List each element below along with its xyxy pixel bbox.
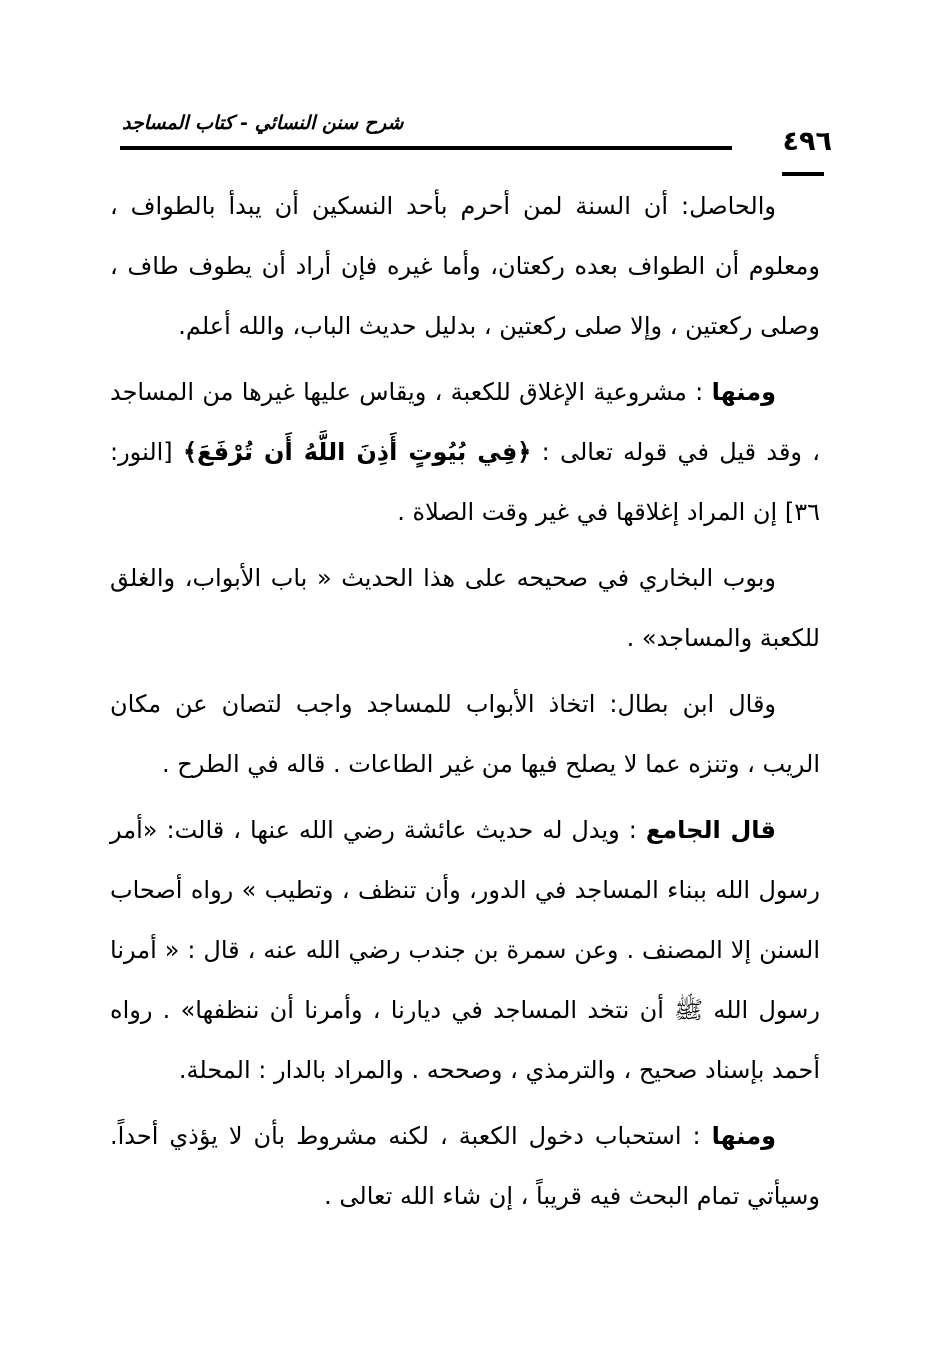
- paragraph-3: [110, 548, 820, 668]
- paragraph-2: [110, 362, 820, 542]
- paragraph-text: والحاصل: أن السنة لمن أحرم بأحد النسكين أن يبدأ بالطواف ، ومعلوم أن الطواف بعده ركعتان، وأما غيره فإن أراد أن يطوف طاف ، وصلى ركعتين ، وإلا صلى ركعتين ، بدليل حديث الباب، والله أعلم.: [110, 192, 820, 340]
- page-number-value: ٤٩٦: [782, 126, 832, 157]
- running-title: شرح سنن النسائي - كتاب المساجد: [122, 112, 404, 134]
- paragraph-text: : مشروعية الإغلاق للكعبة ، ويقاس عليها غيرها من المساجد ، وقد قيل في قوله تعالى :: [110, 378, 821, 466]
- paragraph-lead: ومنها: [711, 1122, 776, 1150]
- paragraph-text: وبوب البخاري في صحيحه على هذا الحديث « باب الأبواب، والغلق للكعبة والمساجد» .: [110, 564, 820, 652]
- paragraph-lead: قال الجامع: [645, 816, 776, 844]
- paragraph-text: : ويدل له حديث عائشة رضي الله عنها ، قالت: «أمر رسول الله ببناء المساجد في الدور، وأن تنظف ، وتطيب » رواه أصحاب السنن إلا المصنف . وعن سمرة بن جندب رضي الله عنه ، قال : « أمرنا رسول الله ﷺ أن نتخد المساجد في ديارنا ، وأمرنا أن ننظفها» . رواه أحمد بإسناد صحيح ، والترمذي ، وصححه . والمراد بالدار : المحلة.: [110, 816, 820, 1084]
- paragraph-1: [110, 176, 820, 356]
- paragraph-4: [110, 674, 820, 794]
- paragraph-5: [110, 800, 820, 1100]
- paragraph-text: : استحباب دخول الكعبة ، لكنه مشروط بأن لا يؤذي أحداً. وسيأتي تمام البحث فيه قريباً ، إن شاء الله تعالى .: [110, 1122, 820, 1210]
- page-body: [110, 176, 820, 1232]
- page-header: [112, 112, 832, 162]
- paragraph-6: [110, 1106, 820, 1226]
- quran-verse: ﴿فِي بُيُوتٍ أَذِنَ اللَّهُ أَن تُرْفَعَ﴾: [182, 438, 532, 466]
- header-rule: [120, 146, 732, 150]
- paragraph-text: وقال ابن بطال: اتخاذ الأبواب للمساجد واجب لتصان عن مكان الريب ، وتنزه عما لا يصلح فيها من غير الطاعات . قاله في الطرح .: [110, 690, 820, 778]
- paragraph-text-after: [النور: ٣٦] إن المراد إغلاقها في غير وقت الصلاة .: [110, 438, 820, 526]
- page-number-dash: [782, 172, 824, 176]
- paragraph-lead: ومنها: [711, 378, 776, 406]
